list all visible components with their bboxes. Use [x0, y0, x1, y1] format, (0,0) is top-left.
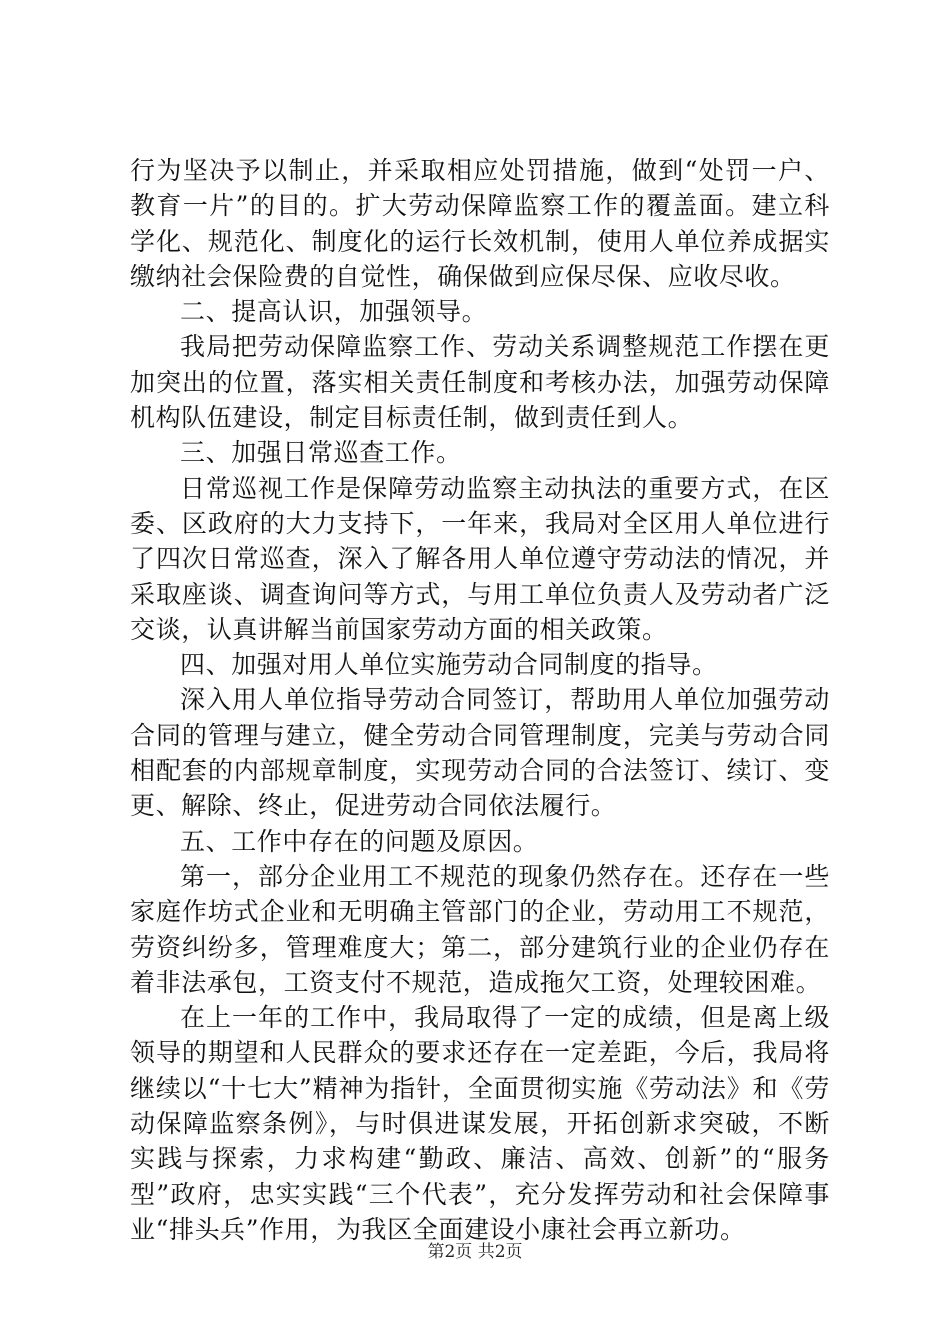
- page-number-footer: 第2页 共2页: [427, 1242, 523, 1262]
- paragraph: 第一，部分企业用工不规范的现象仍然存在。还存在一些家庭作坊式企业和无明确主管部门的企业，劳动用工不规范，劳资纠纷多，管理难度大；第二，部分建筑行业的企业仍存在着非法承包，工资支付不规范，造成拖欠工资，处理较困难。: [130, 861, 830, 997]
- paragraph: 行为坚决予以制止，并采取相应处罚措施，做到“处罚一户、教育一片”的目的。扩大劳动保障监察工作的覆盖面。建立科学化、规范化、制度化的运行长效机制，使用人单位养成据实缴纳社会保险费的自觉性，确保做到应保尽保、应收尽收。: [130, 156, 830, 291]
- section-heading: 二、提高认识，加强领导。: [180, 297, 488, 327]
- section-heading: 五、工作中存在的问题及原因。: [180, 826, 539, 856]
- document-body: [130, 153, 830, 1247]
- paragraph: 在上一年的工作中，我局取得了一定的成绩，但是离上级领导的期望和人民群众的要求还存在一定差距，今后，我局将继续以“十七大”精神为指针，全面贯彻实施《劳动法》和《劳动保障监察条例》，与时俱进谋发展，开拓创新求突破，不断实践与探索，力求构建“勤政、廉洁、高效、创新”的“服务型”政府，忠实实践“三个代表”，充分发挥劳动和社会保障事业“排头兵”作用，为我区全面建设小康社会再立新功。: [130, 1003, 830, 1244]
- paragraph: 深入用人单位指导劳动合同签订，帮助用人单位加强劳动合同的管理与建立，健全劳动合同管理制度，完美与劳动合同相配套的内部规章制度，实现劳动合同的合法签订、续订、变更、解除、终止，促进劳动合同依法履行。: [130, 685, 830, 821]
- paragraph: 日常巡视工作是保障劳动监察主动执法的重要方式，在区委、区政府的大力支持下，一年来，我局对全区用人单位进行了四次日常巡查，深入了解各用人单位遵守劳动法的情况，并采取座谈、调查询问等方式，与用工单位负责人及劳动者广泛交谈，认真讲解当前国家劳动方面的相关政策。: [130, 473, 830, 644]
- section-heading: 三、加强日常巡查工作。: [180, 438, 462, 468]
- paragraph: 我局把劳动保障监察工作、劳动关系调整规范工作摆在更加突出的位置，落实相关责任制度和考核办法，加强劳动保障机构队伍建设，制定目标责任制，做到责任到人。: [130, 332, 830, 433]
- section-heading: 四、加强对用人单位实施劳动合同制度的指导。: [180, 650, 718, 680]
